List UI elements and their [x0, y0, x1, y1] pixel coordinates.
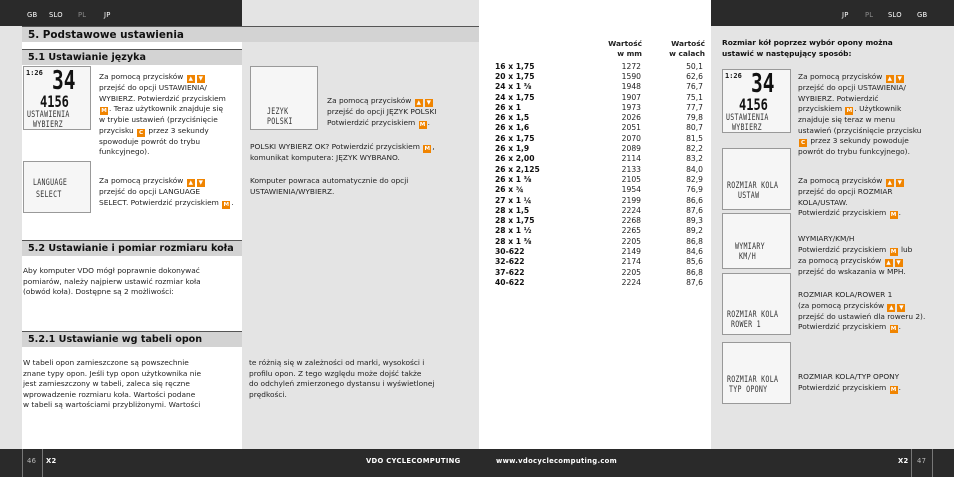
text: spowoduje powrót do trybu: [99, 136, 201, 146]
lcd-line2: POLSKI: [267, 115, 293, 127]
down-button-icon: ▼: [198, 76, 203, 82]
up-button-icon: ▲: [188, 76, 193, 82]
lcd-display-tyre-type: [722, 342, 791, 404]
right-paragraph-5: [798, 372, 931, 394]
nav-pl-left[interactable]: PL: [78, 11, 87, 19]
tyre-paragraph-1: [23, 358, 239, 411]
inch-value-cell: 87,6: [686, 205, 703, 215]
footer-divider: [932, 449, 933, 477]
tyre-size-cell: 28 x 1 ⅜: [495, 236, 532, 246]
m-button-icon: M: [890, 326, 897, 333]
text: Potwierdzić przyciskiem: [798, 208, 887, 218]
up-button-icon: ▲: [887, 76, 892, 82]
table-row: [495, 92, 705, 102]
left-margin: [0, 0, 22, 477]
table-row: [495, 277, 705, 287]
lcd-display-settings: [23, 66, 91, 130]
tyre-size-cell: 24 x 1,75: [495, 92, 535, 102]
text: przycisku: [99, 125, 134, 135]
text: przez 3 sekundy: [146, 125, 209, 135]
mm-value-cell: 2265: [621, 226, 641, 236]
text: ustawień (przyciśnięcie przycisku: [798, 125, 922, 135]
down-button-icon: ▼: [897, 180, 902, 186]
section-5-1-header: 5.1 Ustawianie języka: [22, 49, 242, 65]
nav-slo-left[interactable]: SLO: [49, 11, 63, 19]
tyre-size-cell: 30-622: [495, 246, 525, 256]
tyre-size-cell: 28 x 1 ½: [495, 226, 532, 236]
mm-value-cell: 2026: [621, 113, 641, 123]
up-button-icon: ▲: [886, 259, 891, 266]
down-button-icon: ▼: [899, 304, 904, 311]
table-row: [495, 236, 705, 246]
text: w tabeli są wartościami przybliżonymi. Wartości: [23, 400, 201, 410]
down-button-icon: ▼: [198, 180, 203, 186]
footer-divider: [22, 449, 23, 477]
lcd-line2: WYBIERZ: [732, 121, 762, 133]
lcd-line1: LANGUAGE: [33, 176, 68, 188]
c-button-icon: C: [138, 129, 144, 136]
table-row: [495, 154, 705, 164]
text: (za pomocą przycisków: [798, 300, 885, 310]
m-button-icon: M: [223, 201, 230, 208]
tyre-size-cell: 26 x 1 ⅜: [495, 174, 532, 184]
text: te różnią się w zależności od marki, wysokości i: [249, 358, 425, 367]
lcd-line2: USTAW: [738, 189, 760, 201]
section-5-header: 5. Podstawowe ustawienia: [22, 26, 479, 42]
lcd-line1: JEZYK: [267, 105, 289, 117]
right-paragraph-2: [798, 176, 931, 219]
inch-value-cell: 82,2: [686, 144, 703, 154]
mm-value-cell: 2089: [621, 144, 641, 154]
text: znane typy opon. Jeśli typ opon użytkownika nie: [23, 368, 202, 378]
mm-value-cell: 2224: [621, 277, 641, 287]
right-paragraph-3: [798, 234, 931, 277]
mm-value-cell: 2205: [621, 267, 641, 277]
text: w mm: [617, 49, 642, 58]
table-row: [495, 174, 705, 184]
page-number-left: 46: [27, 457, 37, 465]
text: Potwierdzić przyciskiem: [327, 117, 416, 127]
text: W tabeli opon zamieszczone są powszechnie: [23, 358, 189, 367]
lcd-time: 1:26: [26, 69, 43, 77]
mm-value-cell: 2133: [621, 164, 641, 174]
tyre-size-cell: 26 x 1,9: [495, 144, 530, 154]
inch-value-cell: 86,8: [686, 267, 703, 277]
mm-value-cell: 1590: [621, 71, 641, 81]
text: lub: [898, 244, 913, 254]
nav-slo-right[interactable]: SLO: [888, 11, 902, 19]
text: przejść do wskazania w MPH.: [798, 266, 906, 276]
lcd-line1: ROZMIAR KOLA: [727, 179, 779, 191]
table-row: [495, 133, 705, 143]
tyre-size-cell: 26 x ¾: [495, 185, 524, 195]
nav-gb-right[interactable]: GB: [917, 11, 928, 19]
text: Za pomocą przycisków: [798, 176, 883, 185]
tyre-size-cell: 28 x 1,5: [495, 205, 530, 215]
table-row: [495, 164, 705, 174]
lcd-line2: KM/H: [739, 250, 757, 262]
tyre-size-cell: 26 x 2,125: [495, 164, 540, 174]
section-5-2-header: 5.2 Ustawianie i pomiar rozmiaru koła: [22, 240, 242, 256]
tyre-size-cell: 26 x 1,5: [495, 113, 530, 123]
inch-value-cell: 89,2: [686, 226, 703, 236]
text: profilu opon. Z tego względu może dojść także: [249, 368, 422, 378]
lcd-speed: 34: [52, 66, 76, 96]
text: .: [898, 208, 901, 218]
text: Potwierdzić przyciskiem: [798, 322, 887, 332]
lcd-line2: SELECT: [36, 188, 62, 200]
text: WYMIARY/KM/H: [798, 234, 855, 243]
table-row: [495, 71, 705, 81]
footer-divider: [911, 449, 912, 477]
text: .: [231, 197, 234, 207]
up-button-icon: ▲: [188, 180, 193, 186]
table-row: [495, 61, 705, 71]
right-paragraph-1: [798, 72, 931, 158]
text: przejść do opcji USTAWIENIA/: [798, 83, 906, 92]
col-header-mm: [590, 39, 642, 59]
table-row: [495, 195, 705, 205]
table-row: [495, 143, 705, 153]
footer-divider: [42, 449, 43, 477]
lang-paragraph-1: [99, 72, 239, 158]
mm-value-cell: 2205: [621, 236, 641, 246]
tyre-size-cell: 40-622: [495, 277, 525, 287]
nav-jp-right[interactable]: JP: [842, 11, 849, 19]
model-label-right: X2: [898, 457, 909, 465]
m-button-icon: M: [424, 146, 431, 152]
inch-value-cell: 80,7: [686, 123, 703, 133]
text: przejść do opcji LANGUAGE: [99, 187, 201, 196]
text: .: [427, 117, 430, 127]
lcd-time: 1:26: [725, 72, 742, 80]
text: .: [898, 322, 901, 332]
lcd-line1: WYMIARY: [735, 240, 765, 252]
table-row: [495, 257, 705, 267]
text: znajduje się teraz w menu: [798, 115, 896, 125]
tyre-size-cell: 26 x 1,6: [495, 123, 530, 133]
tyre-size-cell: 32-622: [495, 257, 525, 267]
text: Za pomocą przycisków: [327, 96, 412, 105]
c-button-icon: C: [800, 140, 806, 147]
brand-label: VDO CYCLECOMPUTING: [366, 457, 461, 465]
table-row: [495, 82, 705, 92]
wheel-intro-paragraph: [23, 266, 239, 298]
lcd-line2: WYBIERZ: [33, 118, 63, 130]
lcd-display-wheel-set: [722, 148, 791, 210]
text: przejść do opcji USTAWIENIA/: [99, 83, 207, 92]
lang-paragraph-2: [99, 176, 241, 209]
mm-value-cell: 2070: [621, 133, 641, 143]
inch-value-cell: 86,8: [686, 236, 703, 246]
inch-value-cell: 82,9: [686, 174, 703, 184]
text: Wartość: [608, 39, 642, 48]
nav-jp-left[interactable]: JP: [104, 11, 111, 19]
mm-value-cell: 2224: [621, 205, 641, 215]
m-button-icon: M: [890, 386, 897, 393]
table-row: [495, 112, 705, 122]
text: Za pomocą przycisków: [798, 72, 883, 81]
table-row: [495, 246, 705, 256]
inch-value-cell: 84,0: [686, 164, 703, 174]
mm-value-cell: 2174: [621, 257, 641, 267]
table-row: [495, 185, 705, 195]
lcd-display-units: [722, 213, 791, 269]
table-row: [495, 267, 705, 277]
nav-gb-left[interactable]: GB: [27, 11, 38, 19]
mm-value-cell: 1907: [621, 92, 641, 102]
text: za pomocą przycisków: [798, 255, 882, 265]
lcd-line1: USTAWIENIA: [27, 108, 70, 120]
text: KOLA/USTAW.: [798, 197, 848, 207]
table-row: [495, 123, 705, 133]
inch-value-cell: 77,7: [686, 102, 703, 112]
mm-value-cell: 2149: [621, 246, 641, 256]
text: do odchyleń zmierzonego dystansu i wyświetlonej: [249, 379, 435, 389]
text: . Teraz użytkownik znajduje się: [109, 104, 224, 114]
lang-paragraph-4: [250, 142, 478, 164]
tyre-size-cell: 37-622: [495, 267, 525, 277]
text: WYBIERZ. Potwierdzić: [798, 93, 879, 103]
mm-value-cell: 2051: [621, 123, 641, 133]
lang-paragraph-3: [327, 96, 477, 129]
inch-value-cell: 76,7: [686, 82, 703, 92]
text: .: [898, 382, 901, 392]
text: ROZMIAR KOLA/ROWER 1: [798, 290, 893, 299]
lcd-speed: 34: [751, 69, 775, 99]
table-row: [495, 102, 705, 112]
text: przejść do ustawień dla roweru 2).: [798, 311, 926, 321]
text: Wartość: [671, 39, 705, 48]
footer-bar: [0, 449, 954, 477]
text: Potwierdzić przyciskiem: [798, 244, 887, 254]
text: powrót do trybu funkcyjnego).: [798, 147, 910, 157]
mm-value-cell: 2105: [621, 174, 641, 184]
text: POLSKI WYBIERZ OK? Potwierdzić przyciskiem: [250, 142, 420, 151]
lcd-distance: 4156: [739, 95, 768, 114]
inch-value-cell: 85,6: [686, 257, 703, 267]
lcd-display-language: [23, 161, 91, 213]
text: prędkości.: [249, 389, 287, 399]
tyre-size-cell: 27 x 1 ¼: [495, 195, 532, 205]
col-header-inch: [650, 39, 705, 59]
tyre-size-cell: 24 x 1 ⅜: [495, 82, 532, 92]
text: Komputer powraca automatycznie do opcji: [250, 176, 409, 185]
inch-value-cell: 62,6: [686, 71, 703, 81]
right-margin: [932, 0, 954, 477]
inch-value-cell: 75,1: [686, 92, 703, 102]
text: WYBIERZ. Potwierdzić przyciskiem: [99, 93, 226, 103]
table-row: [495, 205, 705, 215]
down-button-icon: ▼: [426, 100, 431, 106]
down-button-icon: ▼: [897, 76, 902, 82]
text: przyciskiem: [798, 104, 843, 114]
up-button-icon: ▲: [889, 304, 894, 311]
mm-value-cell: 2268: [621, 216, 641, 226]
mm-value-cell: 1954: [621, 185, 641, 195]
table-row: [495, 215, 705, 225]
lcd-display-bike1: [722, 273, 791, 335]
tyre-size-cell: 16 x 1,75: [495, 61, 535, 71]
inch-value-cell: 87,6: [686, 277, 703, 287]
section-5-2-1-header: 5.2.1 Ustawianie wg tabeli opon: [22, 331, 242, 347]
text: . Użytkownik: [854, 104, 902, 114]
tyre-size-cell: 26 x 1: [495, 102, 522, 112]
tyre-size-cell: 26 x 1,75: [495, 133, 535, 143]
mm-value-cell: 2114: [621, 154, 641, 164]
mm-value-cell: 1272: [621, 61, 641, 71]
inch-value-cell: 79,8: [686, 113, 703, 123]
lcd-line1: USTAWIENIA: [726, 111, 769, 123]
tyre-size-table: [495, 61, 705, 288]
text: pomiarów, należy najpierw ustawić rozmiar koła: [23, 276, 201, 286]
text: USTAWIENIA/WYBIERZ.: [250, 186, 335, 196]
right-column-title: [722, 38, 930, 59]
text: przez 3 sekundy powoduje: [808, 136, 909, 146]
tyre-size-cell: 28 x 1,75: [495, 216, 535, 226]
inch-value-cell: 76,9: [686, 185, 703, 195]
text: Za pomocą przycisków: [99, 72, 184, 81]
lcd-line2: TYP OPONY: [729, 383, 768, 395]
text: Za pomocą przycisków: [99, 176, 184, 185]
text: przejść do opcji JĘZYK POLSKI: [327, 107, 437, 116]
page-number-right: 47: [917, 457, 927, 465]
text: Potwierdzić przyciskiem: [798, 382, 887, 392]
text: ,: [432, 142, 435, 151]
text: wprowadzenie rozmiaru koła. Wartości podane: [23, 389, 196, 399]
text: Rozmiar kół poprzez wybór opony można: [722, 38, 893, 47]
inch-value-cell: 89,3: [686, 216, 703, 226]
inch-value-cell: 81,5: [686, 133, 703, 143]
up-button-icon: ▲: [416, 100, 421, 106]
up-button-icon: ▲: [887, 180, 892, 186]
text: Aby komputer VDO mógł poprawnie dokonywać: [23, 266, 200, 275]
website-link[interactable]: www.vdocyclecomputing.com: [496, 457, 618, 465]
text: (obwód koła). Dostępne są 2 możliwości:: [23, 287, 174, 297]
inch-value-cell: 50,1: [686, 61, 703, 71]
text: ustawić w następujący sposób:: [722, 48, 852, 58]
text: SELECT. Potwierdzić przyciskiem: [99, 197, 219, 207]
text: komunikat komputera: JĘZYK WYBRANO.: [250, 153, 400, 162]
inch-value-cell: 86,6: [686, 195, 703, 205]
right-paragraph-4: [798, 290, 931, 333]
m-button-icon: M: [846, 108, 853, 115]
m-button-icon: M: [890, 212, 897, 219]
lcd-line2: ROWER 1: [731, 318, 761, 330]
lcd-line1: ROZMIAR KOLA: [727, 373, 779, 385]
lcd-display-polish: [250, 66, 318, 130]
lcd-distance: 4156: [40, 92, 69, 111]
text: w trybie ustawień (przyciśnięcie: [99, 115, 218, 125]
text: w calach: [669, 49, 705, 58]
m-button-icon: M: [890, 248, 897, 255]
inch-value-cell: 84,6: [686, 246, 703, 256]
model-label-left: X2: [46, 457, 57, 465]
tyre-size-cell: 26 x 2,00: [495, 154, 535, 164]
m-button-icon: M: [419, 121, 426, 128]
m-button-icon: M: [101, 108, 107, 115]
inch-value-cell: 83,2: [686, 154, 703, 164]
text: jest zamieszczony w tabeli, zaleca się ręczne: [23, 379, 190, 389]
table-row: [495, 226, 705, 236]
lcd-line1: ROZMIAR KOLA: [727, 308, 779, 320]
tyre-size-cell: 20 x 1,75: [495, 71, 535, 81]
mm-value-cell: 2199: [621, 195, 641, 205]
text: przejść do opcji ROZMIAR: [798, 187, 893, 196]
nav-pl-right[interactable]: PL: [865, 11, 874, 19]
mm-value-cell: 1948: [621, 82, 641, 92]
lcd-display-settings-right: [722, 69, 791, 133]
text: ROZMIAR KOLA/TYP OPONY: [798, 372, 900, 381]
down-button-icon: ▼: [896, 259, 901, 266]
tyre-paragraph-2: [249, 358, 477, 400]
mm-value-cell: 1973: [621, 102, 641, 112]
text: funkcyjnego).: [99, 147, 150, 157]
lang-paragraph-5: [250, 176, 478, 197]
